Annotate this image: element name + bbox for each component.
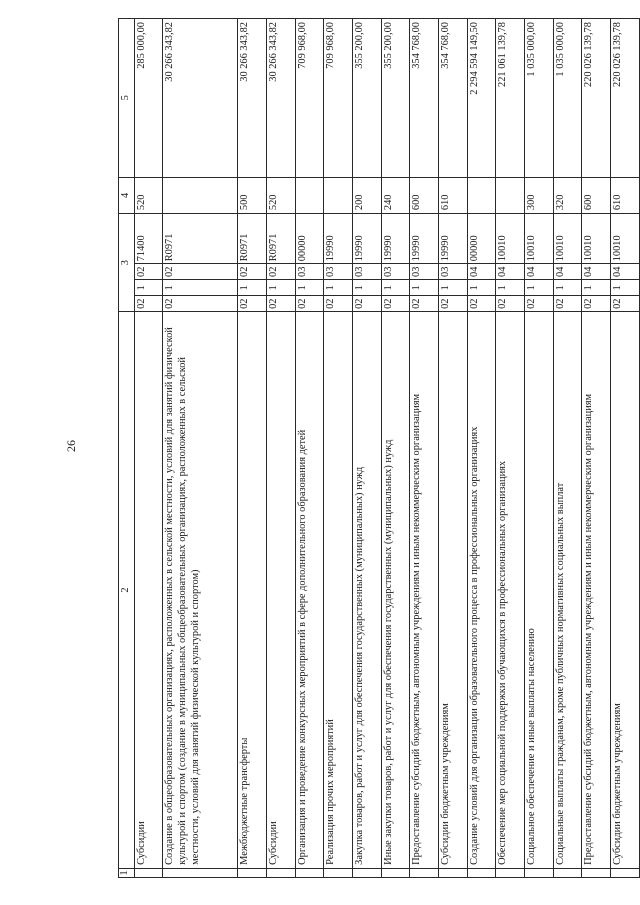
row-code-1: 02 xyxy=(496,296,525,312)
row-name: Реализация прочих мероприятий xyxy=(324,312,353,869)
row-code-1: 02 xyxy=(410,296,439,312)
header-col-3: 3 xyxy=(119,214,135,312)
row-name: Иные закупки товаров, работ и услуг для обеспечения государственных (муниципальных) нужд xyxy=(381,312,410,869)
table-row xyxy=(353,19,382,878)
row-code-4: 00000 xyxy=(467,214,496,264)
row-code-4: 19990 xyxy=(353,214,382,264)
row-code-3: 02 xyxy=(267,264,296,280)
row-expense-type: 520 xyxy=(267,177,296,214)
row-index-cell xyxy=(582,868,611,877)
table-row xyxy=(467,19,496,878)
table-row xyxy=(295,19,324,878)
row-name: Социальное обеспечение и иные выплаты населению xyxy=(525,312,554,869)
row-code-2: 1 xyxy=(410,280,439,296)
row-name: Субсидии xyxy=(267,312,296,869)
row-code-4: 10010 xyxy=(553,214,582,264)
row-code-2: 1 xyxy=(439,280,468,296)
row-amount: 1 035 000,00 xyxy=(525,19,554,178)
row-index-cell xyxy=(611,868,640,877)
row-code-1: 02 xyxy=(467,296,496,312)
row-name: Субсидии бюджетным учреждениям xyxy=(611,312,640,869)
row-code-3: 04 xyxy=(525,264,554,280)
row-amount: 30 266 343,82 xyxy=(163,19,238,178)
table-row xyxy=(324,19,353,878)
header-col-5: 5 xyxy=(119,19,135,178)
row-expense-type: 240 xyxy=(381,177,410,214)
table-row xyxy=(163,19,238,878)
row-amount: 2 294 594 149,50 xyxy=(467,19,496,178)
row-index-cell xyxy=(267,868,296,877)
row-name: Социальные выплаты гражданам, кроме публичных нормативных социальных выплат xyxy=(553,312,582,869)
row-code-2: 1 xyxy=(267,280,296,296)
row-amount: 30 266 343,82 xyxy=(267,19,296,178)
row-code-2: 1 xyxy=(238,280,267,296)
row-code-4: 19990 xyxy=(324,214,353,264)
row-code-4: 10010 xyxy=(611,214,640,264)
row-index-cell xyxy=(553,868,582,877)
row-code-4: 00000 xyxy=(295,214,324,264)
row-amount: 221 061 139,78 xyxy=(496,19,525,178)
rotated-table-wrapper xyxy=(118,18,640,878)
row-code-3: 02 xyxy=(238,264,267,280)
row-expense-type: 610 xyxy=(611,177,640,214)
table-row xyxy=(134,19,163,878)
row-code-2: 1 xyxy=(525,280,554,296)
row-code-3: 03 xyxy=(381,264,410,280)
row-code-4: 19990 xyxy=(439,214,468,264)
row-amount: 709 968,00 xyxy=(295,19,324,178)
table-row xyxy=(525,19,554,878)
row-code-1: 02 xyxy=(611,296,640,312)
row-code-3: 03 xyxy=(410,264,439,280)
row-code-3: 03 xyxy=(353,264,382,280)
row-amount: 355 200,00 xyxy=(381,19,410,178)
row-expense-type xyxy=(163,177,238,214)
row-code-1: 02 xyxy=(324,296,353,312)
row-code-3: 03 xyxy=(324,264,353,280)
row-index-cell xyxy=(238,868,267,877)
row-name: Создание в общеобразовательных организациях, расположенных в сельской местности, условий для занятий физической культурой и спортом (создание в муниципальных общеобразовательных организациях, расположенных в сельской местности, условий для занятий физической культурой и спортом) xyxy=(163,312,238,869)
row-code-1: 02 xyxy=(267,296,296,312)
header-col-2: 2 xyxy=(119,312,135,869)
row-name: Межбюджетные трансферты xyxy=(238,312,267,869)
row-expense-type: 300 xyxy=(525,177,554,214)
header-col-1: 1 xyxy=(119,868,135,877)
table-row xyxy=(553,19,582,878)
page-number: 26 xyxy=(64,440,78,452)
table-row xyxy=(238,19,267,878)
row-code-1: 02 xyxy=(295,296,324,312)
row-code-2: 1 xyxy=(467,280,496,296)
row-code-3: 03 xyxy=(295,264,324,280)
row-expense-type: 600 xyxy=(582,177,611,214)
row-code-2: 1 xyxy=(611,280,640,296)
row-amount: 30 266 343,82 xyxy=(238,19,267,178)
row-amount: 1 035 000,00 xyxy=(553,19,582,178)
row-code-1: 02 xyxy=(582,296,611,312)
row-amount: 709 968,00 xyxy=(324,19,353,178)
row-code-4: 10010 xyxy=(582,214,611,264)
table-row xyxy=(611,19,640,878)
row-expense-type xyxy=(324,177,353,214)
row-amount: 354 768,00 xyxy=(410,19,439,178)
row-code-3: 03 xyxy=(439,264,468,280)
table-row xyxy=(496,19,525,878)
row-code-4: 19990 xyxy=(381,214,410,264)
row-code-4: R0971 xyxy=(163,214,238,264)
table-row xyxy=(381,19,410,878)
row-code-4: R0971 xyxy=(238,214,267,264)
row-index-cell xyxy=(410,868,439,877)
table-row xyxy=(439,19,468,878)
row-index-cell xyxy=(163,868,238,877)
row-code-1: 02 xyxy=(553,296,582,312)
row-code-3: 04 xyxy=(496,264,525,280)
row-name: Создание условий для организации образовательного процесса в профессиональных организациях xyxy=(467,312,496,869)
row-index-cell xyxy=(134,868,163,877)
budget-table xyxy=(118,18,640,878)
row-code-2: 1 xyxy=(496,280,525,296)
row-expense-type xyxy=(295,177,324,214)
row-name: Субсидии xyxy=(134,312,163,869)
row-expense-type: 320 xyxy=(553,177,582,214)
row-name: Организация и проведение конкурсных мероприятий в сфере дополнительного образования детей xyxy=(295,312,324,869)
row-code-2: 1 xyxy=(582,280,611,296)
row-expense-type xyxy=(496,177,525,214)
row-code-3: 02 xyxy=(163,264,238,280)
row-code-1: 02 xyxy=(353,296,382,312)
row-code-2: 1 xyxy=(134,280,163,296)
table-row xyxy=(410,19,439,878)
table-body xyxy=(134,19,639,878)
row-index-cell xyxy=(525,868,554,877)
row-index-cell xyxy=(324,868,353,877)
row-amount: 285 000,00 xyxy=(134,19,163,178)
row-code-4: 19990 xyxy=(410,214,439,264)
row-code-1: 02 xyxy=(134,296,163,312)
row-name: Субсидии бюджетным учреждениям xyxy=(439,312,468,869)
row-expense-type: 600 xyxy=(410,177,439,214)
row-index-cell xyxy=(496,868,525,877)
table-row xyxy=(267,19,296,878)
row-index-cell xyxy=(439,868,468,877)
row-code-2: 1 xyxy=(295,280,324,296)
row-expense-type: 500 xyxy=(238,177,267,214)
row-code-4: 10010 xyxy=(496,214,525,264)
row-index-cell xyxy=(467,868,496,877)
row-code-4: 71400 xyxy=(134,214,163,264)
row-code-1: 02 xyxy=(525,296,554,312)
row-code-4: 10010 xyxy=(525,214,554,264)
row-code-2: 1 xyxy=(381,280,410,296)
row-expense-type: 520 xyxy=(134,177,163,214)
row-index-cell xyxy=(381,868,410,877)
row-expense-type: 200 xyxy=(353,177,382,214)
row-expense-type xyxy=(467,177,496,214)
row-name: Предоставление субсидий бюджетным, автономным учреждениям и иным некоммерческим организациям xyxy=(410,312,439,869)
row-code-1: 02 xyxy=(381,296,410,312)
row-code-1: 02 xyxy=(439,296,468,312)
row-code-4: R0971 xyxy=(267,214,296,264)
row-code-2: 1 xyxy=(324,280,353,296)
row-code-2: 1 xyxy=(353,280,382,296)
row-index-cell xyxy=(353,868,382,877)
row-index-cell xyxy=(295,868,324,877)
table-row xyxy=(582,19,611,878)
row-amount: 354 768,00 xyxy=(439,19,468,178)
header-row xyxy=(119,19,135,878)
row-code-2: 1 xyxy=(553,280,582,296)
row-amount: 355 200,00 xyxy=(353,19,382,178)
header-col-4: 4 xyxy=(119,177,135,214)
row-code-3: 04 xyxy=(467,264,496,280)
row-code-3: 04 xyxy=(582,264,611,280)
row-code-1: 02 xyxy=(163,296,238,312)
row-expense-type: 610 xyxy=(439,177,468,214)
row-name: Предоставление субсидий бюджетным, автономным учреждениям и иным некоммерческим организациям xyxy=(582,312,611,869)
row-code-2: 1 xyxy=(163,280,238,296)
row-code-1: 02 xyxy=(238,296,267,312)
row-amount: 220 026 139,78 xyxy=(611,19,640,178)
row-amount: 220 026 139,78 xyxy=(582,19,611,178)
row-code-3: 04 xyxy=(611,264,640,280)
row-name: Закупка товаров, работ и услуг для обеспечения государственных (муниципальных) нужд xyxy=(353,312,382,869)
row-name: Обеспечение мер социальной поддержки обучающихся в профессиональных организациях xyxy=(496,312,525,869)
row-code-3: 04 xyxy=(553,264,582,280)
row-code-3: 02 xyxy=(134,264,163,280)
